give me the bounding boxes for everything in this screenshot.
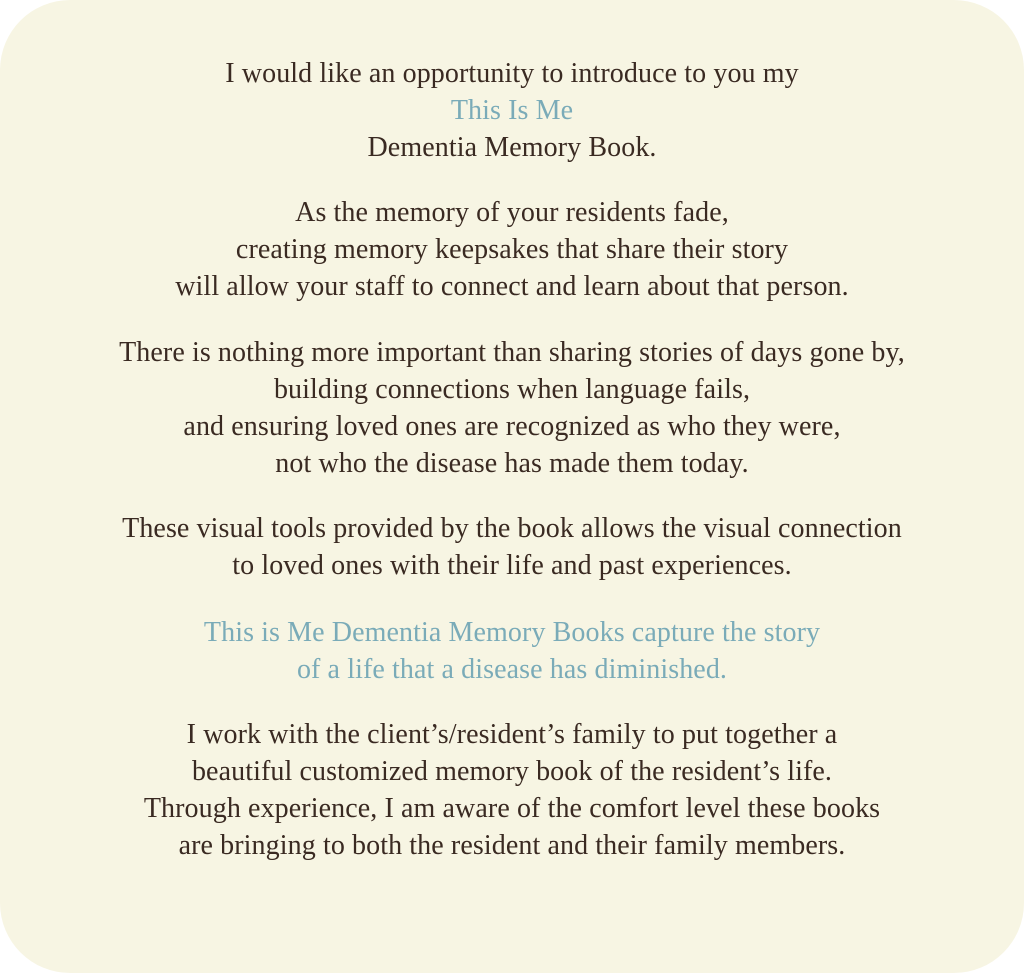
work-line: I work with the client’s/resident’s family to put together a — [186, 719, 838, 750]
product-name: This Is Me — [450, 95, 574, 126]
work-line: beautiful customized memory book of the resident’s life. — [191, 756, 833, 787]
tools-line: These visual tools provided by the book allows the visual connection — [122, 513, 902, 544]
importance-line: building connections when language fails, — [273, 374, 751, 405]
intro-line: I would like an opportunity to introduce to you my — [225, 58, 799, 89]
tagline-line: This is Me Dementia Memory Books capture the story — [203, 617, 821, 648]
work-line: Through experience, I am aware of the comfort level these books — [143, 793, 881, 824]
tools-paragraph — [0, 510, 1024, 584]
tagline-paragraph — [0, 614, 1024, 688]
importance-paragraph — [0, 334, 1024, 482]
memory-line: creating memory keepsakes that share their story — [235, 234, 789, 265]
memory-paragraph — [0, 194, 1024, 305]
memory-line: will allow your staff to connect and learn about that person. — [175, 271, 849, 302]
work-paragraph — [0, 716, 1024, 864]
intro-paragraph — [0, 55, 1024, 166]
tagline-line: of a life that a disease has diminished. — [296, 654, 728, 685]
intro-line: Dementia Memory Book. — [367, 132, 657, 163]
memory-line: As the memory of your residents fade, — [295, 197, 729, 228]
importance-line: and ensuring loved ones are recognized as who they were, — [183, 411, 841, 442]
importance-line: not who the disease has made them today. — [275, 448, 749, 479]
work-line: are bringing to both the resident and their family members. — [178, 830, 846, 861]
importance-line: There is nothing more important than sharing stories of days gone by, — [119, 337, 905, 368]
tools-line: to loved ones with their life and past experiences. — [232, 550, 792, 581]
